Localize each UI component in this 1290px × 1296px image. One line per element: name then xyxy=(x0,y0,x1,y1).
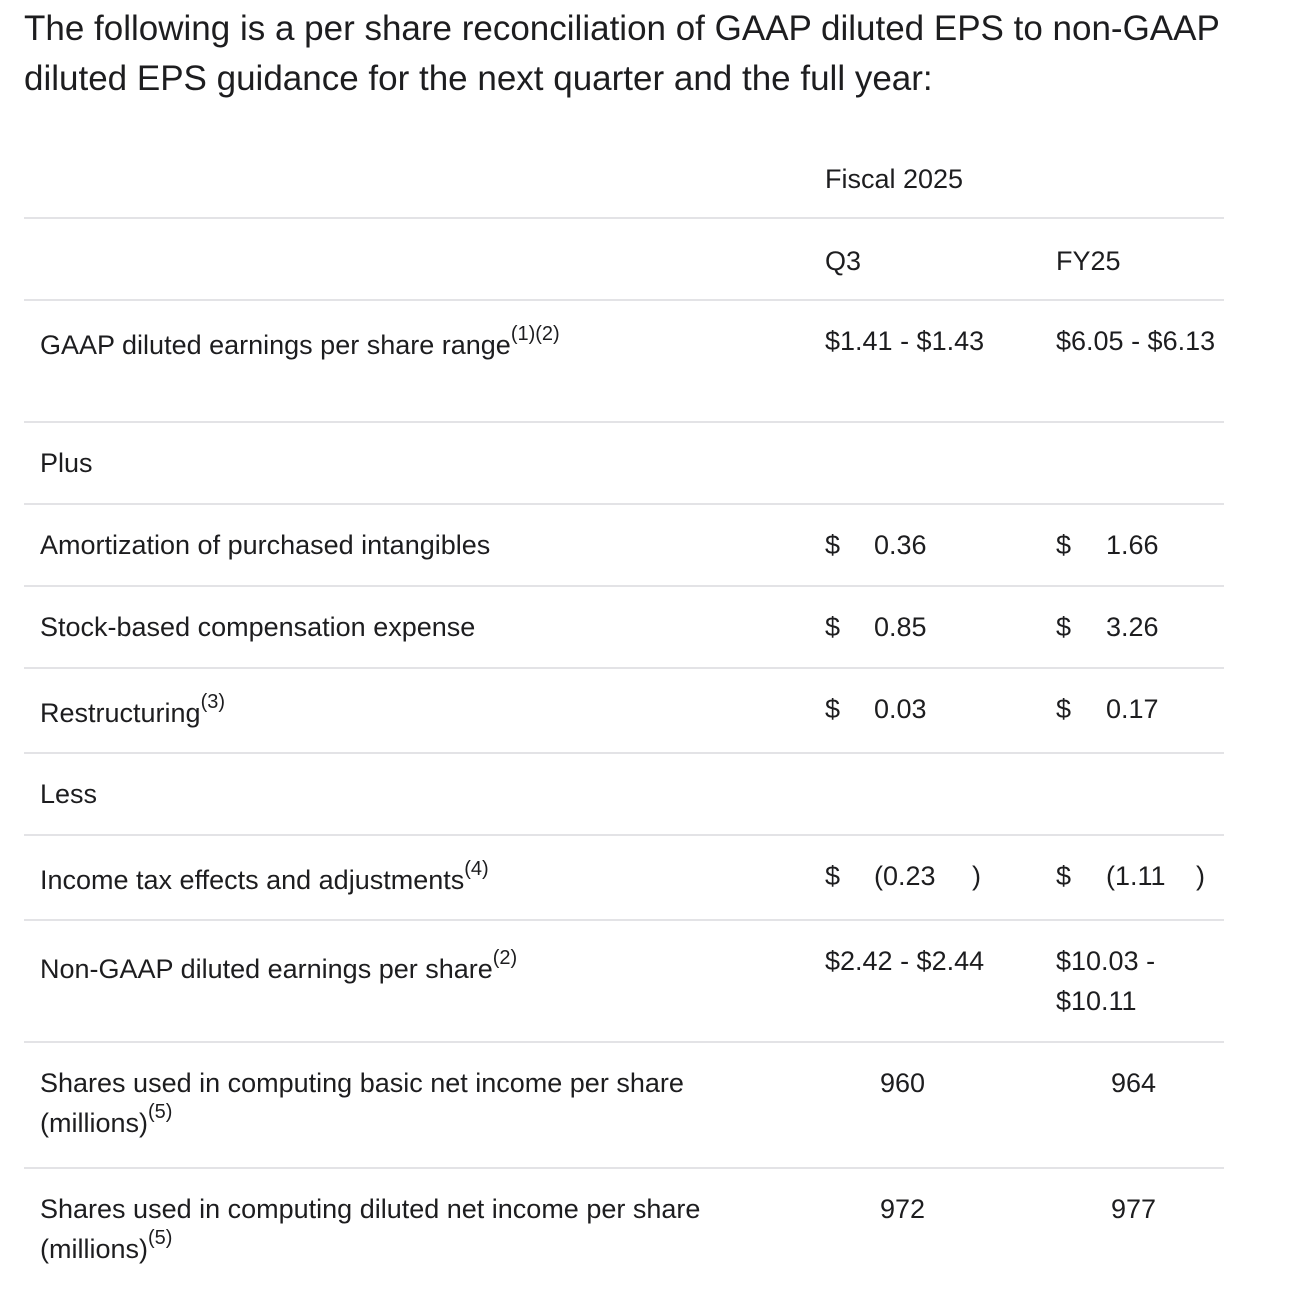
closing-parenthesis: ) xyxy=(972,861,981,891)
sbc-fy25-value: 3.26 xyxy=(1106,612,1159,642)
basic-shares-fy25-value: 964 xyxy=(1110,1068,1156,1098)
table-row-stock-compensation xyxy=(24,587,1224,669)
row-label: Shares used in computing basic net income per share (millions)$^{(5)}$ xyxy=(40,1068,684,1138)
amortization-fy25-value: 1.66 xyxy=(1106,530,1159,560)
amortization-q3-value: 0.36 xyxy=(874,530,927,560)
table-row-restructuring xyxy=(24,669,1224,754)
basic-shares-q3-value: 960 xyxy=(879,1068,925,1098)
currency-symbol: $ xyxy=(825,861,841,891)
footnote-ref: (5) xyxy=(148,1101,173,1123)
section-label-less: Less xyxy=(40,779,98,809)
footnote-ref: (3) xyxy=(200,691,226,713)
row-label: GAAP diluted earnings per share range$^{(1)(2)}$ xyxy=(40,323,560,360)
footnote-ref: (5) xyxy=(148,1227,173,1249)
table-row-basic-shares xyxy=(24,1043,1224,1169)
currency-symbol: $ xyxy=(1056,530,1072,560)
column-header-q3: Q3 xyxy=(825,246,862,276)
row-label: Shares used in computing diluted net income per share (millions)$^{(5)}$ xyxy=(40,1194,701,1264)
footnote-ref: (1)(2) xyxy=(510,323,560,345)
row-label: Stock-based compensation expense xyxy=(40,612,476,642)
table-row-diluted-shares xyxy=(24,1169,1224,1293)
footnote-ref: (4) xyxy=(464,858,489,880)
sbc-q3-value: 0.85 xyxy=(874,612,927,642)
gaap-eps-q3-value: $1.41 - $1.43 xyxy=(825,326,985,356)
row-label: Non-GAAP diluted earnings per share$^{(2)}$ xyxy=(40,947,518,984)
restructuring-q3-value: 0.03 xyxy=(874,694,927,724)
income-tax-q3-value: (0.23 xyxy=(874,861,936,891)
table-row-amortization xyxy=(24,505,1224,587)
gaap-eps-fy25-value: $6.05 - $6.13 xyxy=(1056,326,1216,356)
row-label: Income tax effects and adjustments$^{(4)}$ xyxy=(40,858,489,895)
table-row-non-gaap-eps xyxy=(24,921,1224,1043)
diluted-shares-fy25-value: 977 xyxy=(1110,1194,1156,1224)
table-header-row xyxy=(24,219,1224,301)
table-row-gaap-eps xyxy=(24,301,1224,423)
currency-symbol: $ xyxy=(1056,612,1072,642)
footnote-ref: (2) xyxy=(492,947,518,969)
row-label: Amortization of purchased intangibles xyxy=(40,530,491,560)
period-group-header: Fiscal 2025 xyxy=(825,164,964,194)
non-gaap-eps-q3-value: $2.42 - $2.44 xyxy=(825,946,985,976)
currency-symbol: $ xyxy=(825,530,841,560)
row-label: Restructuring$^{(3)}$ xyxy=(40,691,226,728)
column-header-fy25: FY25 xyxy=(1056,246,1121,276)
restructuring-fy25-value: 0.17 xyxy=(1106,694,1159,724)
table-row-plus xyxy=(24,423,1224,505)
currency-symbol: $ xyxy=(1056,694,1072,724)
currency-symbol: $ xyxy=(825,612,841,642)
non-gaap-eps-fy25-value: $10.03 - $10.11 xyxy=(1056,946,1156,1016)
intro-paragraph: The following is a per share reconciliation of GAAP diluted EPS to non-GAAP diluted EPS guidance for the next quarter and the full year: xyxy=(24,9,1220,98)
currency-symbol: $ xyxy=(825,694,841,724)
table-row-income-tax xyxy=(24,836,1224,921)
table-header-group-row xyxy=(24,137,1224,219)
closing-parenthesis: ) xyxy=(1196,861,1205,891)
currency-symbol: $ xyxy=(1056,861,1072,891)
table-row-less xyxy=(24,754,1224,836)
section-label-plus: Plus xyxy=(40,448,93,478)
income-tax-fy25-value: (1.11 xyxy=(1106,861,1166,891)
eps-reconciliation-table xyxy=(24,137,1224,1293)
diluted-shares-q3-value: 972 xyxy=(879,1194,925,1224)
